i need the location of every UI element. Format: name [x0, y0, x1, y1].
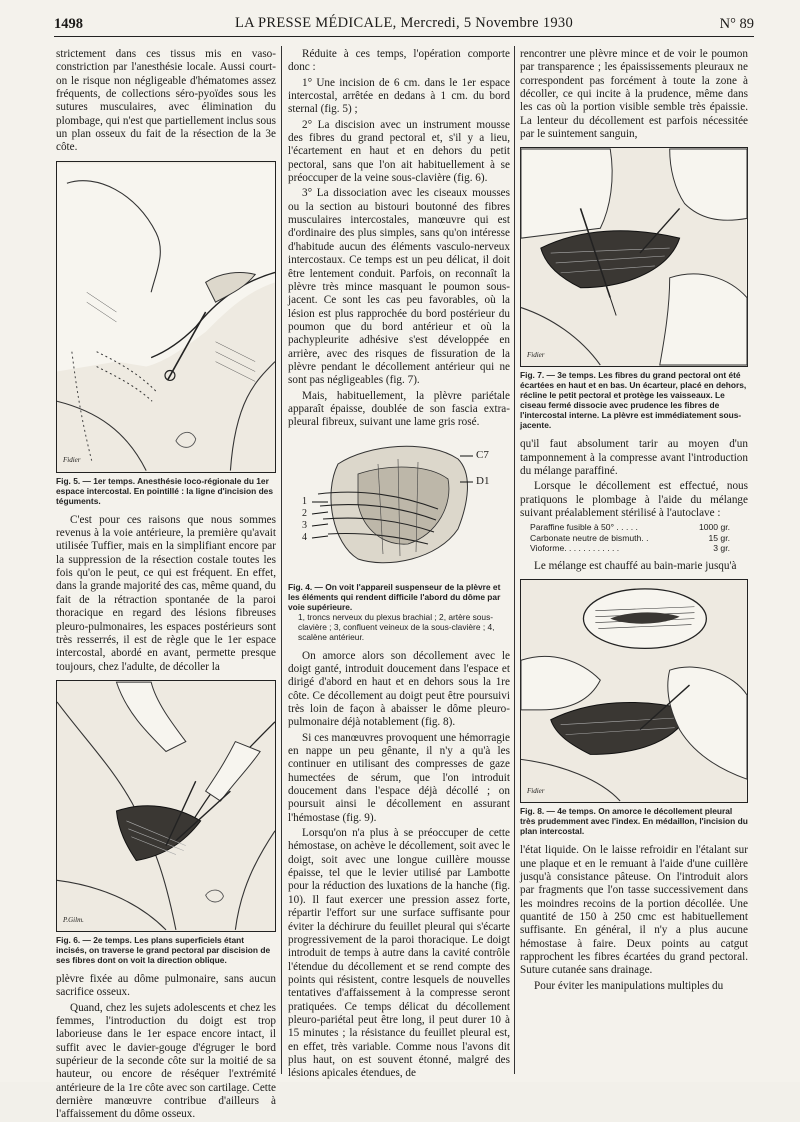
ingredient-name: Vioforme. . . . . . . . . . . . — [530, 543, 620, 554]
ingredient-qty: 1000 gr. — [698, 522, 730, 533]
figure-7-caption: Fig. 7. — 3e temps. Les fibres du grand pectoral ont été écartées en haut et en bas. Un écarteur, placé en dehors, récline le petit pectoral et protège les vaisseaux. Le ciseau fermé dissocie avec prudence les fibres de l'intercostal interne. La plèvre est immédiatement sous-jacente. — [520, 370, 747, 431]
figure-5-illustration: Fidier — [56, 161, 276, 473]
paragraph: plèvre fixée au dôme pulmonaire, sans aucun sacrifice osseux. — [56, 972, 276, 999]
paragraph: qu'il faut absolument tarir au moyen d'un tamponnement à la compresse avant l'introduction du mélange paraffiné. — [520, 438, 748, 478]
figure-8-illustration: Fidier — [520, 579, 748, 803]
paragraph: Le mélange est chauffé au bain-marie jusqu'à — [534, 559, 737, 572]
paragraph: l'état liquide. On le laisse refroidir en l'étalant sur une plaque et en le remuant à l'aide d'une cuillère jusqu'à consistance pâteuse. On l'introduit alors par fragments que l'on tasse successivement dans les moindres recoins de la portion décollée. Une quantité de 150 à 250 cmc est habituellement suffisante. En général, il n'y a plus aucune hémostase à faire. Deux points au catgut rapprochent les fibres écartées du grand pectoral. Suture cutanée sans drainage. — [520, 844, 748, 977]
figure-8-caption: Fig. 8. — 4e temps. On amorce le décollement pleural très prudemment avec l'index. En médaillon, l'incision du plan intercostal. — [520, 806, 748, 837]
mixture-row — [530, 522, 730, 533]
column-3 — [520, 48, 748, 1072]
paragraph: Si ces manœuvres provoquent une hémorragie en nappe un peu gênante, il n'y a qu'à les continuer en utilisant des compresses de gaze humectées de sérum, que l'on introduit doucement dans l'espace déjà décollé ; on poursuit ainsi le décollement en assurant l'hémostase (fig. 9). — [288, 731, 510, 824]
paragraph: Réduite à ces temps, l'opération comporte donc : — [288, 48, 510, 74]
paragraph: Mais, habituellement, la plèvre pariétale apparaît épaisse, doublée de son fascia extra-pleural fibreux, suivant une lame gris rosé. — [288, 389, 510, 429]
figure-6-caption: Fig. 6. — 2e temps. Les plans superficiels étant incisés, on traverse le grand pectoral par discision de ses fibres dont on voit la direction oblique. — [56, 934, 271, 965]
column-rule — [281, 46, 282, 1074]
figure-5-drawing — [57, 162, 275, 472]
ingredient-name: Carbonate neutre de bismuth. . — [530, 532, 649, 543]
paragraph: C'est pour ces raisons que nous sommes revenus à la voie antérieure, la première qu'avait utilisée Tuffier, mais en la simplifiant encore par la suppression de la résection costale toutes les fois qu'on le peut, ce qui est fréquent. En effet, dans la grande majorité des cas, même quand, du fait de la rétraction spontanée de la paroi thoracique en regard des lésions fibreuses pleuro-pulmonaires, les espaces postérieurs sont très resserrés, il est de règle que le 1er espace intercostal, abordé en avant, permette presque toujours, chez l'adulte, de décoller la — [56, 513, 276, 673]
paragraph: 3° La dissociation avec les ciseaux mousses ou la section au bistouri boutonné des fibres musculaires intercostales, manœuvre qui est d'ordinaire des plus simples, sans qu'on intéresse d'habitude aucun des éléments vasculo-nerveux intercostaux. Ce temps est un peu délicat, il doit être lentement conduit. Parfois, on reconnaît la plèvre très mince masquant le poumon sous-jacent. Ce sont les cas peu favorables, où la lésion est plus rapprochée du bord postérieur du poumon que du bord antérieur et où la pachypleurite adhésive s'est développée en arrière, avec des risques de fissuration de la plèvre pendant le décollement antérieur qui ne sont pas négligeables (fig. 7). — [288, 187, 510, 387]
figure-4-label-d1: D1 — [476, 474, 490, 487]
figure-4-label-2: 2 — [302, 507, 307, 519]
paragraph: 1° Une incision de 6 cm. dans le 1er espace intercostal, arrêtée en dedans à 1 cm. du bord sternal (fig. 5) ; — [288, 76, 510, 116]
column-1 — [56, 48, 276, 1121]
figure-6-illustration: P.Gilm. — [56, 680, 276, 932]
figure-4-caption — [288, 582, 510, 642]
figure-6-drawing — [57, 681, 275, 931]
ingredient-name: Paraffine fusible à 50° . . . . . — [530, 522, 638, 533]
paragraph: Pour éviter les manipulations multiples du — [534, 979, 724, 992]
paragraph: strictement dans ces tissus mis en vaso-constriction par l'anesthésie locale. Aussi court-on le risque non négligeable d'hématomes assez fréquents, de collections séro-pyoïdes sous les sutures musculaires, avec élimination du plombage, qui n'est que partiellement inclus sous un plan osseux du fait de la résection de la 3e côte. — [56, 48, 276, 154]
mixture-formula — [530, 522, 730, 554]
figure-4-legend: 1, troncs nerveux du plexus brachial ; 2, artère sous-clavière ; 3, confluent veineux de la sous-clavière ; 4, scalène antérieur. — [298, 611, 495, 642]
figure-4-label-1: 1 — [302, 495, 307, 507]
mixture-row — [530, 533, 730, 544]
paragraph: Lorsqu'on n'a plus à se préoccuper de cette hémostase, on achève le décollement, soit avec le doigt, soit avec une longue cuillère mousse épaisse, tel que le levier utilisé par Lambotte pour la réduction des luxations de la hanche (fig. 10). Il faut exercer une pression assez forte, répartir l'effort sur une surface suffisante pour éviter la déchirure du feuillet pleural qui s'écarte progressivement de la paroi thoracique. Le doigt introduit de temps à autre dans la cavité contrôle l'étendue du décollement et se rend compte des points qui résistent, contre lesquels de nouvelles tentatives d'affaissement à la compresse seront pratiquées. Ce temps délicat du décollement pleuro-pariétal peut être long, il peut durer 10 à 15 minutes ; la résistance du feuillet pleural est, en effet, très variable. Comme nous l'avons dit plus haut, on est souvent étonné, malgré des lésions apicales étendues, de — [288, 827, 510, 1080]
mixture-row — [530, 543, 730, 554]
figure-7-drawing — [521, 148, 747, 366]
paragraph: rencontrer une plèvre mince et de voir le poumon par transparence ; les épaississements pleuraux ne correspondent pas forcément à toute la zone à décoller, ce qui incite à la prudence, même dans les cas où la portion visible semble très épaissie. La lenteur du décollement est parfois nécessitée par le suintement sanguin, — [520, 48, 748, 141]
page-number: 1498 — [54, 16, 83, 32]
figure-4-illustration — [288, 434, 510, 579]
figure-5-caption: Fig. 5. — 1er temps. Anesthésie loco-régionale du 1er espace intercostal. En pointillé : la ligne d'incision des téguments. — [56, 475, 274, 506]
figure-8-drawing — [521, 580, 747, 802]
column-rule — [514, 46, 515, 1074]
paragraph: On amorce alors son décollement avec le doigt ganté, introduit doucement dans l'espace et dirigé d'abord en haut et en dehors sous la 1re côte. Ce décollement au doigt peut être poursuivi très loin de façon à abaisser le dôme pleuro-pulmonaire déjà notablement (fig. 8). — [288, 649, 510, 729]
column-2 — [288, 48, 510, 1080]
ingredient-qty: 3 gr. — [713, 543, 730, 554]
masthead — [54, 14, 754, 37]
issue-number: N° 89 — [719, 16, 754, 32]
journal-title: LA PRESSE MÉDICALE, Mercredi, 5 Novembre 1930 — [234, 15, 574, 31]
figure-4-label-3: 3 — [302, 519, 307, 531]
figure-7-illustration: Fidier — [520, 147, 748, 367]
ingredient-qty: 15 gr. — [708, 532, 730, 543]
paragraph: 2° La discision avec un instrument mousse des fibres du grand pectoral et, s'il y a lieu, l'écartement en haut et en dehors du petit pectoral, sans que l'on ait habituellement à se préoccuper de la veine sous-clavière (fig. 6). — [288, 118, 510, 185]
figure-4-label-c7: C7 — [476, 448, 489, 461]
paragraph: Lorsque le décollement est effectué, nous pratiquons le plombage à l'aide du mélange suivant préalablement stérilisé à l'autoclave : — [520, 480, 748, 520]
figure-4-caption-text: Fig. 4. — On voit l'appareil suspenseur de la plèvre et les éléments qui rendent difficile l'abord du dôme par voie supérieure. — [288, 581, 501, 612]
figure-4-label-4: 4 — [302, 531, 307, 543]
paragraph: Quand, chez les sujets adolescents et chez les femmes, l'introduction du doigt est trop laborieuse dans le 1er espace encore intact, il suffit avec le davier-gouge d'égruger le bord supérieur de la seconde côte sur la moitié de sa hauteur, ou encore de réséquer l'extrémité antérieure de la 1re côte avec son cartilage. Cette dernière manœuvre contribue d'ailleurs à l'affaissement du dôme osseux. — [56, 1001, 276, 1121]
